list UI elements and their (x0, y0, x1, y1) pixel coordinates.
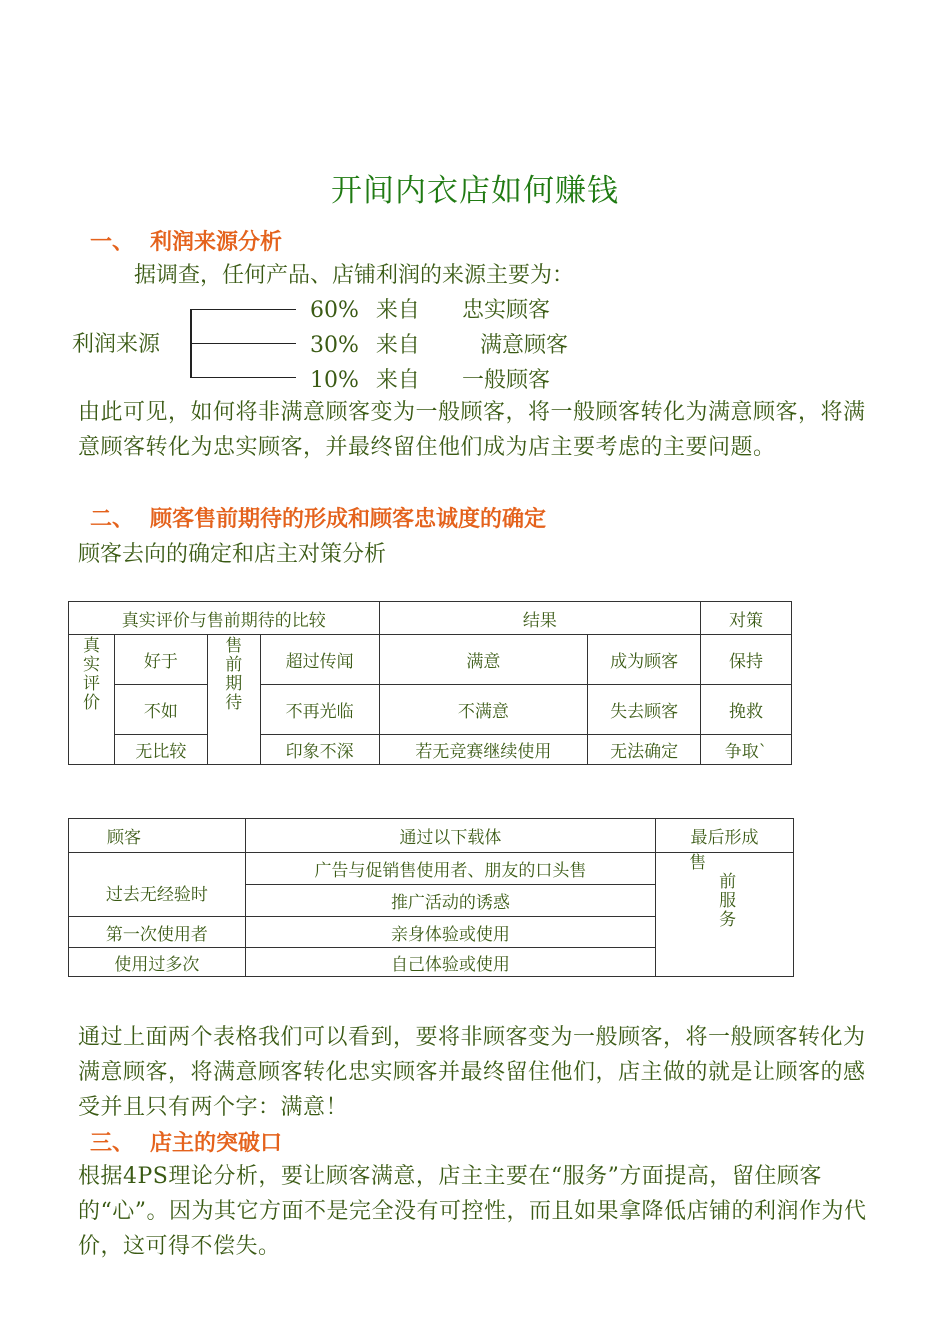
eval-cell: 不如 (114, 685, 207, 735)
section-1-number: 一、 (90, 229, 135, 255)
section-2-paragraph: 通过上面两个表格我们可以看到，要将非顾客变为一般顾客，将一般顾客转化为满意顾客，将满意顾客转化忠实顾客并最终留住他们，店主做的就是让顾客的感受并且只有两个字：满意！ (78, 1025, 866, 1120)
page-title: 开间内衣店如何赚钱 (331, 173, 619, 209)
real-eval-label: 真实评价 (82, 636, 100, 713)
profit-who: 满意顾客 (480, 333, 569, 358)
pre-expect-label: 售前期待 (225, 636, 243, 713)
section-1-title: 利润来源分析 (150, 229, 283, 255)
section-1-heading (90, 225, 282, 256)
expectation-table (68, 601, 792, 765)
result-cell: 不满意 (379, 685, 588, 735)
strategy-cell: 争取` (701, 735, 792, 765)
section-3-paragraph: 根据4PS理论分析，要让顾客满意，店主主要在“服务”方面提高，留住顾客的“心”。因为其它方面不是完全没有可控性，而且如果拿降低店铺的利润作为代价，这可得不偿失。 (78, 1164, 867, 1259)
header-compare: 真实评价与售前期待的比较 (69, 602, 380, 635)
outcome-cell: 成为顾客 (588, 635, 701, 685)
final-service-b: 前服务 (719, 872, 737, 930)
profit-row (310, 363, 551, 394)
header-strategy: 对策 (701, 602, 792, 635)
section-3-number: 三、 (90, 1130, 135, 1156)
customer-cell: 过去无经验时 (69, 853, 246, 917)
strategy-cell: 保持 (701, 635, 792, 685)
condition-cell: 不再光临 (260, 685, 379, 735)
profit-row (310, 293, 551, 324)
profit-source-label: 利润来源 (72, 332, 161, 357)
header-customer: 顾客 (69, 819, 246, 853)
profit-from: 来自 (375, 333, 420, 358)
final-service-cell (656, 853, 794, 977)
condition-cell: 超过传闻 (260, 635, 379, 685)
profit-pct: 10% (310, 368, 359, 393)
profit-from: 来自 (375, 298, 420, 323)
profit-row (310, 328, 569, 359)
section-1-paragraph: 由此可见，如何将非满意顾客变为一般顾客，将一般顾客转化为满意顾客，将满意顾客转化为忠实顾客，并最终留住他们成为店主要考虑的主要问题。 (78, 400, 866, 460)
profit-who: 忠实顾客 (462, 298, 551, 323)
carrier-table (68, 818, 794, 977)
condition-cell: 印象不深 (260, 735, 379, 765)
customer-cell: 使用过多次 (69, 948, 246, 977)
outcome-cell: 失去顾客 (588, 685, 701, 735)
eval-cell: 好于 (114, 635, 207, 685)
profit-pct: 30% (310, 333, 359, 358)
bracket-line-1 (190, 309, 296, 310)
real-eval-cell (69, 635, 115, 765)
customer-cell: 第一次使用者 (69, 917, 246, 948)
profit-who: 一般顾客 (462, 368, 551, 393)
carrier-cell: 亲身体验或使用 (245, 917, 655, 948)
final-service-a: 售 (689, 853, 707, 873)
profit-pct: 60% (310, 298, 359, 323)
section-2-subtitle: 顾客去向的确定和店主对策分析 (78, 542, 387, 567)
bracket-line-3 (190, 377, 296, 378)
header-result: 结果 (379, 602, 701, 635)
header-carrier: 通过以下载体 (245, 819, 655, 853)
pre-expect-cell (207, 635, 260, 765)
result-cell: 若无竞赛继续使用 (379, 735, 588, 765)
section-2-title: 顾客售前期待的形成和顾客忠诚度的确定 (150, 506, 547, 532)
result-cell: 满意 (379, 635, 588, 685)
carrier-cell: 推广活动的诱惑 (245, 885, 655, 917)
profit-from: 来自 (375, 368, 420, 393)
carrier-cell: 自己体验或使用 (245, 948, 655, 977)
section-2-number: 二、 (90, 506, 135, 532)
header-final: 最后形成 (656, 819, 794, 853)
section-2-heading (90, 502, 546, 533)
strategy-cell: 挽救 (701, 685, 792, 735)
eval-cell: 无比较 (114, 735, 207, 765)
outcome-cell: 无法确定 (588, 735, 701, 765)
carrier-cell: 广告与促销售使用者、朋友的口头售 (245, 853, 655, 885)
section-3-title: 店主的突破口 (150, 1130, 283, 1156)
section-3-heading (90, 1126, 282, 1157)
bracket-line-2 (190, 343, 296, 344)
section-1-intro: 据调查，任何产品、店铺利润的来源主要为： (134, 263, 575, 288)
